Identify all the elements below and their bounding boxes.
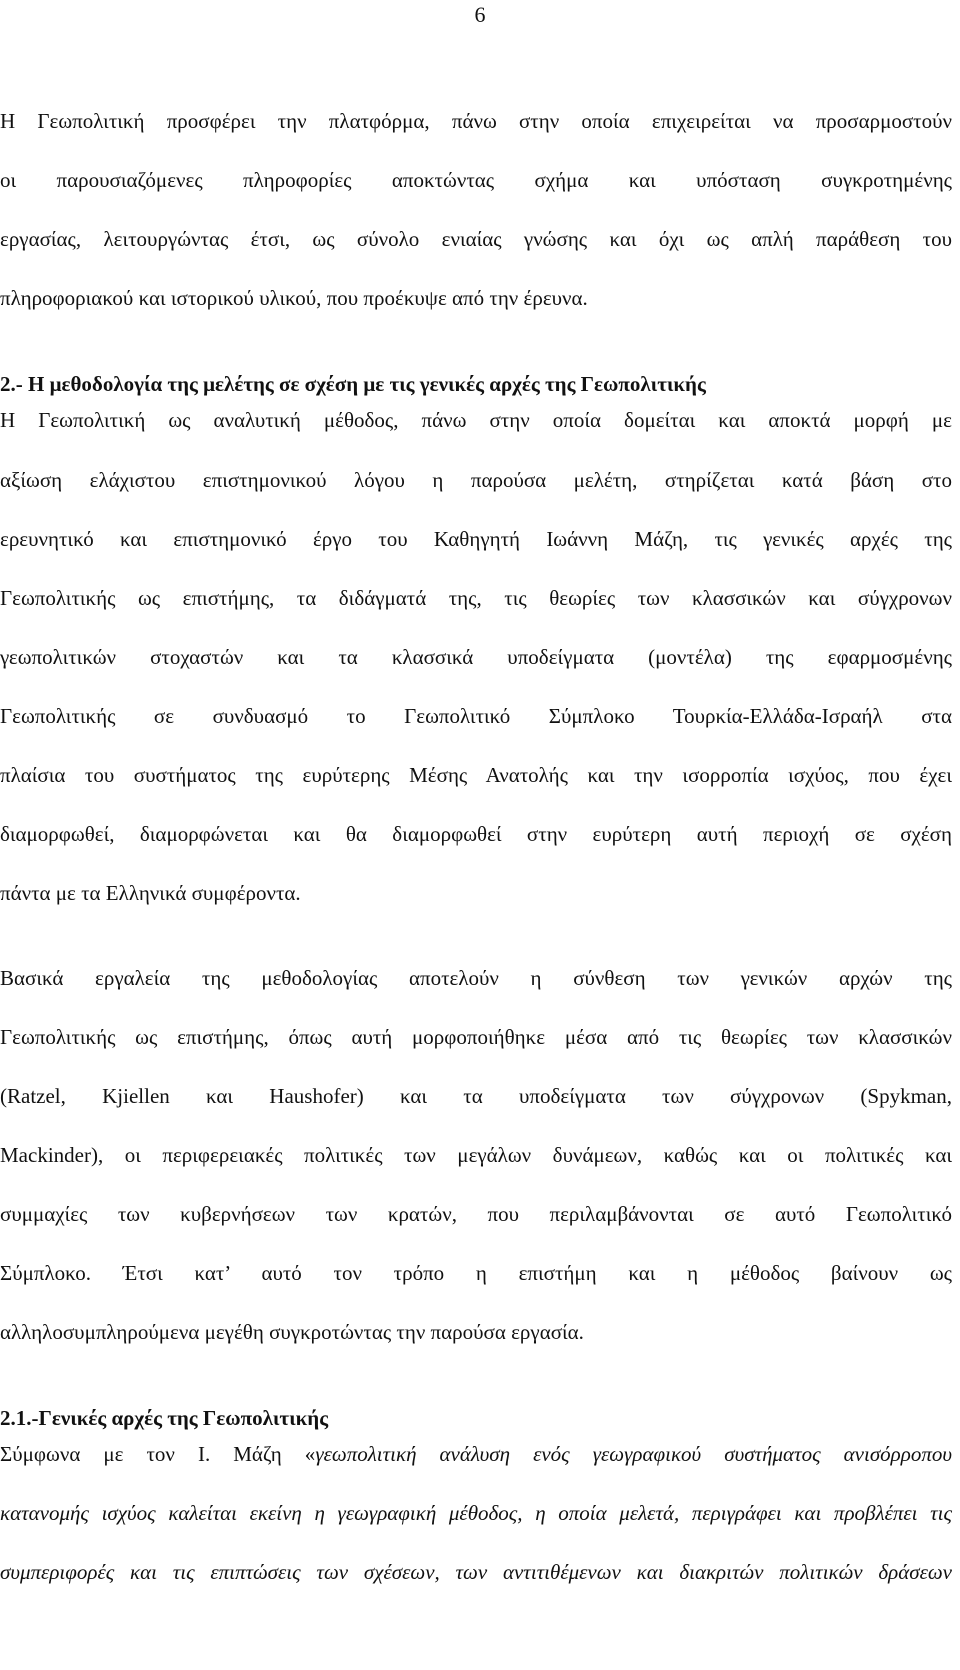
paragraph-1-line-4: πληροφοριακού και ιστορικού υλικού, που προέκυψε από την έρευνα. (0, 286, 588, 310)
paragraph-2-line-3: ερευνητικό και επιστημονικό έργο του Καθηγητή Ιωάννη Μάζη, τις γενικές αρχές της (0, 527, 952, 551)
paragraph-2-line-2: αξίωση ελάχιστου επιστημονικού λόγου η παρούσα μελέτη, στηρίζεται κατά βάση στο (0, 468, 952, 492)
paragraph-1-line-1: Η Γεωπολιτική προσφέρει την πλατφόρμα, πάνω στην οποία επιχειρείται να προσαρμοστούν (0, 109, 952, 133)
paragraph-3-line-4: Mackinder), οι περιφερειακές πολιτικές των μεγάλων δυνάμεων, καθώς και οι πολιτικές και (0, 1143, 952, 1167)
paragraph-2-line-6: Γεωπολιτικής σε συνδυασμό το Γεωπολιτικό Σύμπλοκο Τουρκία-Ελλάδα-Ισραήλ στα (0, 704, 952, 728)
paragraph-4-line-3-italic: συμπεριφορές και τις επιπτώσεις των σχέσεων, των αντιτιθέμενων και διακριτών πολιτικών δράσεων (0, 1560, 952, 1584)
paragraph-3-line-5: συμμαχίες των κυβερνήσεων των κρατών, που περιλαμβάνονται σε αυτό Γεωπολιτικό (0, 1202, 952, 1226)
paragraph-3-line-1: Βασικά εργαλεία της μεθοδολογίας αποτελούν η σύνθεση των γενικών αρχών της (0, 966, 952, 990)
paragraph-2-line-9: πάντα με τα Ελληνικά συμφέροντα. (0, 881, 301, 905)
paragraph-2-line-1: Η Γεωπολιτική ως αναλυτική μέθοδος, πάνω στην οποία δομείται και αποκτά μορφή με (0, 408, 952, 432)
section-heading-2-1: 2.1.-Γενικές αρχές της Γεωπολιτικής (0, 1406, 329, 1430)
paragraph-4-line-2-italic: κατανομής ισχύος καλείται εκείνη η γεωγραφική μέθοδος, η οποία μελετά, περιγράφει και προβλέπει τις (0, 1501, 952, 1525)
paragraph-2-line-7: πλαίσια του συστήματος της ευρύτερης Μέσης Ανατολής και την ισορροπία ισχύος, που έχει (0, 763, 952, 787)
paragraph-3-line-7: αλληλοσυμπληρούμενα μεγέθη συγκροτώντας την παρούσα εργασία. (0, 1320, 584, 1344)
paragraph-2-line-4: Γεωπολιτικής ως επιστήμης, τα διδάγματά της, τις θεωρίες των κλασσικών και σύγχρονων (0, 586, 952, 610)
section-heading-2: 2.- Η μεθοδολογία της μελέτης σε σχέση με τις γενικές αρχές της Γεωπολιτικής (0, 372, 706, 396)
paragraph-2-line-8: διαμορφωθεί, διαμορφώνεται και θα διαμορφωθεί στην ευρύτερη αυτή περιοχή σε σχέση (0, 822, 952, 846)
paragraph-1-line-2: οι παρουσιαζόμενες πληροφορίες αποκτώντας σχήμα και υπόσταση συγκροτημένης (0, 168, 952, 192)
paragraph-4-line-3 (0, 1558, 952, 1586)
paragraph-4-line-2 (0, 1499, 952, 1527)
paragraph-3-line-6: Σύμπλοκο. Έτσι κατ’ αυτό τον τρόπο η επιστήμη και η μέθοδος βαίνουν ως (0, 1261, 952, 1285)
paragraph-1-line-3: εργασίας, λειτουργώντας έτσι, ως σύνολο ενιαίας γνώσης και όχι ως απλή παράθεση του (0, 227, 952, 251)
paragraph-3-line-3: (Ratzel, Kjiellen και Haushofer) και τα υποδείγματα των σύγχρονων (Spykman, (0, 1084, 952, 1108)
paragraph-4-line-1-italic: γεωπολιτική ανάλυση ενός γεωγραφικού συστήματος ανισόρροπου (315, 1442, 952, 1466)
paragraph-4-line-1-prefix: Σύμφωνα με τον Ι. Μάζη « (0, 1442, 316, 1466)
page-number: 6 (474, 2, 486, 27)
paragraph-4-line-1 (0, 1440, 952, 1468)
paragraph-2-line-5: γεωπολιτικών στοχαστών και τα κλασσικά υποδείγματα (μοντέλα) της εφαρμοσμένης (0, 645, 952, 669)
paragraph-3-line-2: Γεωπολιτικής ως επιστήμης, όπως αυτή μορφοποιήθηκε μέσα από τις θεωρίες των κλασσικών (0, 1025, 952, 1049)
